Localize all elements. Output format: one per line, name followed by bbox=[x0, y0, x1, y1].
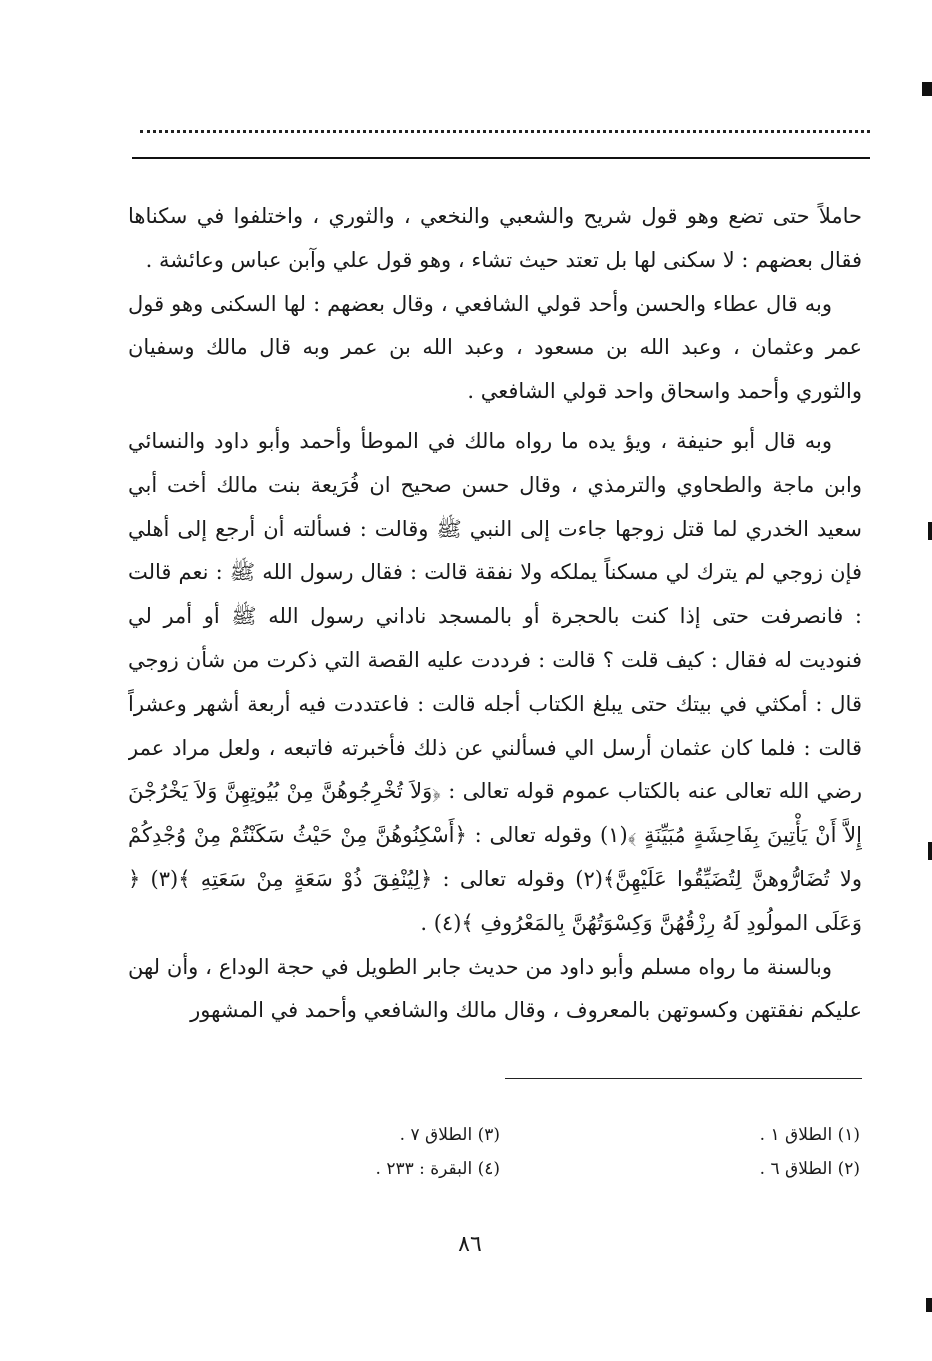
page-number: ٨٦ bbox=[458, 1232, 482, 1257]
header-dotted-rule bbox=[140, 130, 870, 133]
footnote-2: (٢) الطلاق ٦ . bbox=[759, 1159, 860, 1179]
paragraph: وبالسنة ما رواه مسلم وأبو داود من حديث جابر الطويل في حجة الوداع ، وأن لهن عليكم نفقتهن وكسوتهن بالمعروف ، وقال مالك والشافعي وأحمد في المشهور bbox=[128, 954, 862, 1023]
scan-edge-mark-lower bbox=[928, 842, 932, 860]
footnote-separator bbox=[505, 1078, 862, 1079]
footnote-1: (١) الطلاق ١ . bbox=[759, 1125, 860, 1145]
scan-edge-mark-bottom bbox=[926, 1298, 932, 1312]
footnote-4: (٤) البقرة : ٢٣٣ . bbox=[375, 1159, 500, 1179]
footnotes-column-right bbox=[760, 1118, 860, 1186]
paragraph: وبه قال أبو حنيفة ، ويؤ يده ما رواه مالك في الموطأ وأحمد وأبو داود والنسائي وابن ماجة والطحاوي والترمذي ، وقال حسن صحيح ان فُرَيعة بنت مالك أخت أبي سعيد الخدري لما قتل زوجها جاءت إلى النبي ﷺ وقالت : فسألته أن أرجع إلى أهلي فإن زوجي لم يترك لي مسكناً يملكه ولا نفقة قالت : فقال رسول الله ﷺ : نعم قالت : فانصرفت حتى إذا كنت بالحجرة أو بالمسجد ناداني رسول الله ﷺ أو أمر لي فنوديت له فقال : كيف قلت ؟ قالت : فرددت عليه القصة التي ذكرت من شأن زوجي قال : أمكثي في بيتك حتى يبلغ الكتاب أجله قالت : فاعتددت فيه أربعة أشهر وعشراً قالت : فلما كان عثمان أرسل الي فسألني عن ذلك فأخبرته فاتبعه ، ولعل مراد عمر رضي الله تعالى عنه بالكتاب عموم قوله تعالى : ﴿وَلاَ تُخْرِجُوهُنَّ مِنْ بُيُوتِهِنَّ وَلاَ يَخْرُجْنَ إِلاَّ أَنْ يَأْتِينَ بِفَاحِشَةٍ مُبَيِّنَةٍ ﴾(١) وقوله تعالى : ﴿أَسْكِنُوهُنَّ مِنْ حَيْثُ سَكَنْتُمْ مِنْ وُجْدِكُمْ ولا تُضَارُّوهنَّ لِتُضَيِّقُوا عَلَيْهِنَّ﴾(٢) وقوله تعالى : ﴿لِيُنْفِقَ ذُوْ سَعَةٍ مِنْ سَعَتِهِ ﴾(٣) ﴿ وَعَلَى المولُودِ لَهُ رِزْقُهُنَّ وَكِسْوَتُهُنَّ بِالمَعْرُوفِ ﴾(٤) . bbox=[128, 428, 862, 935]
header-solid-rule bbox=[132, 157, 870, 159]
main-text bbox=[128, 195, 862, 1075]
paragraph: حاملاً حتى تضع وهو قول شريح والشعبي والنخعي ، والثوري ، واختلفوا في سكناها فقال بعضهم : لا سكنى لها بل تعتد حيث تشاء ، وهو قول علي وآبن عباس وعائشة . bbox=[128, 204, 862, 272]
paragraph: وبه قال عطاء والحسن وأحد قولي الشافعي ، وقال بعضهم : لها السكنى وهو قول عمر وعثمان ، وعبد الله بن مسعود ، وعبد الله بن عمر وبه قال مالك وسفيان والثوري وأحمد واسحاق واحد قولي الشافعي . bbox=[128, 291, 862, 404]
footnotes-column-left bbox=[376, 1118, 501, 1186]
scan-edge-mark-top bbox=[922, 82, 932, 96]
footnote-3: (٣) الطلاق ٧ . bbox=[399, 1125, 500, 1145]
scan-edge-mark-middle bbox=[928, 522, 932, 540]
